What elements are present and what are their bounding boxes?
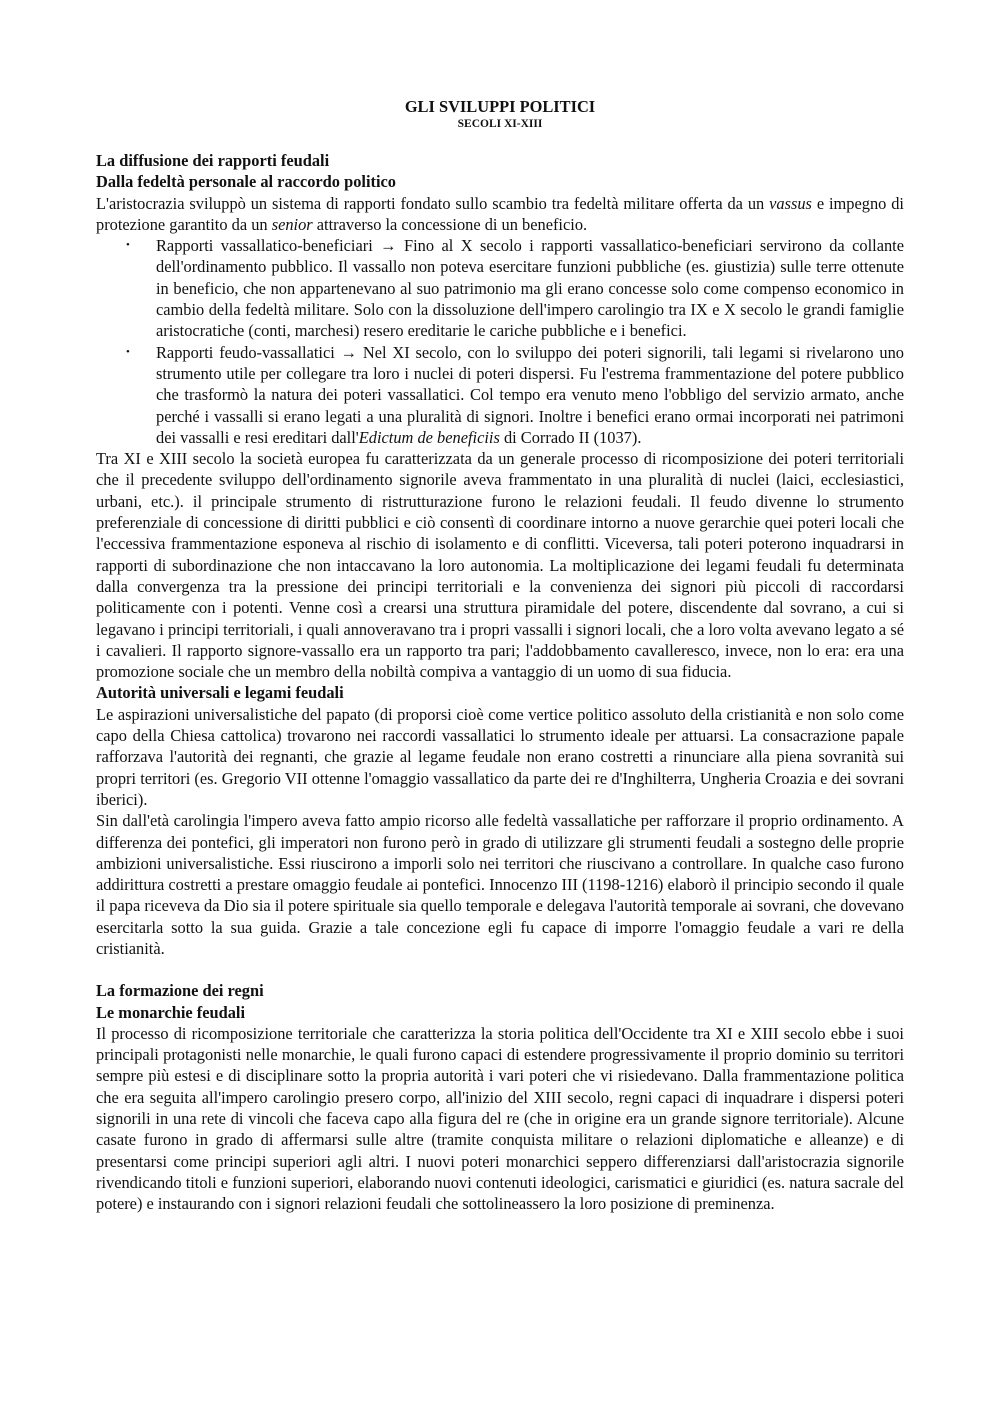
bullet-dot-icon: • xyxy=(126,239,130,252)
paragraph-monarchies: Il processo di ricomposizione territoriale che caratterizza la storia politica dell'Occidente tra XI e XIII secolo ebbe i suoi principali protagonisti nelle monarchie, le quali furono capaci di estendere progressivamente il proprio dominio su territori sempre più estesi e di disciplinare sotto la propria autorità i vari poteri che vi risiedevano. Dalla frammentazione politica che era seguita all'impero carolingio presero corpo, all'inizio del XIII secolo, regni capaci di inquadrare i dispersi poteri signorili in una rete di vincoli che faceva capo alla figura del re (che in origine era un grande signore territoriale). Alcune casate furono in grado di affermarsi sulle altre (tramite conquista militare o relazioni diplomatiche e alleanze) e di presentarsi come principi superiori agli altri. I nuovi poteri monarchici seppero differenziarsi dall'aristocrazia signorile rivendicando titoli e funzioni superiori, elaborando nuovi contenuti ideologici, carismatici e giuridici (es. natura sacrale del potere) e instaurando con i signori relazioni feudali che sottolineassero la loro posizione di preminenza. xyxy=(96,1023,904,1214)
paragraph-papacy: Le aspirazioni universalistiche del papato (di proporsi cioè come vertice politico assoluto della cristianità e non solo come capo della Chiesa cattolica) trovarono nei raccordi vassallatici lo strumento ideale per attuarsi. La consacrazione papale rafforzava l'autorità dei regnanti, che grazie al legame feudale non erano costretti a rinunciare alla piena sovranità sui propri territori (es. Gregorio VII ottenne l'omaggio vassallatico da parte dei re d'Inghilterra, Ungheria Croazia e dei sovrani iberici). xyxy=(96,704,904,809)
bullet-text-a: Rapporti feudo-vassallatici → Nel XI secolo, con lo sviluppo dei poteri signorili, tali legami si rivelarono uno strumento utile per collegare tra loro i nuclei di poteri dispersi. Fu l'estrema frammentazione del potere pubblico che trasformò la natura dei poteri vassallatici. Col tempo era venuto meno l'obbligo del servizio armato, anche perché i vassalli si erano legati a una pluralità di signori. Inoltre i benefici erano ormai incorporati nei patrimoni dei vassalli e resi ereditari dall' xyxy=(156,342,904,447)
subheading-universal-authorities: Autorità universali e legami feudali xyxy=(96,683,344,703)
subheading-personal-loyalty: Dalla fedeltà personale al raccordo politico xyxy=(96,172,396,192)
subheading-feudal-monarchies: Le monarchie feudali xyxy=(96,1002,246,1022)
bullet-text-b: di Corrado II (1037). xyxy=(499,427,642,447)
term-senior: senior xyxy=(271,214,313,234)
intro-text-a: L'aristocrazia sviluppò un sistema di rapporti fondato sullo scambio tra fedeltà militare offerta da un xyxy=(96,193,770,213)
section-heading-kingdoms: La formazione dei regni xyxy=(96,981,264,1001)
paragraph-empire: Sin dall'età carolingia l'impero aveva fatto ampio ricorso alle fedeltà vassallatiche per rafforzare il proprio ordinamento. A differenza dei pontefici, gli imperatori non furono però in grado di utilizzare gli strumenti feudali a sostegno delle proprie ambizioni universalistiche. Essi riuscirono a imporli solo nei territori che riuscivano a controllare. In qualche caso furono addirittura costretti a prestare omaggio feudale ai pontefici. Innocenzo III (1198-1216) elaborò il principio secondo il quale il papa riceveva da Dio sia il potere spirituale sia quello temporale e delegava l'autorità temporale ai sovrani, che dovevano esercitarla sotto la sua guida. Grazie a tale concezione egli fu capace di imporre l'omaggio feudale a vari re della cristianità. xyxy=(96,811,904,958)
paragraph-recomposition: Tra XI e XIII secolo la società europea fu caratterizzata da un generale processo di ricomposizione dei poteri territoriali che il precedente sviluppo dell'ordinamento signorile aveva frammentato in una pluralità di nuclei (laici, ecclesiastici, urbani, etc.). il principale strumento di ristrutturazione furono le relazioni feudali. Il feudo divenne lo strumento preferenziale di concessione di diritti pubblici e ciò consentì di coordinare intorno a nuove gerarchie quei poteri locali che l'eccessiva frammentazione esponeva al rischio di isolamento e di conflitti. Viceversa, tali poteri poterono inquadrarsi in rapporti di subordinazione che non intaccavano la loro autonomia. La moltiplicazione dei legami feudali fu determinata dalla convergenza tra la pressione dei principi territoriali e la convenienza dei signori più piccoli di raccordarsi politicamente con i potenti. Venne così a crearsi una struttura piramidale del potere, discendente dal sovrano, a cui si legavano i principi territoriali, i quali annoveravano tra i propri vassalli i signori locali, che a loro volta avevano legato a sé i cavalieri. Il rapporto signore-vassallo era un rapporto tra pari; l'addobbamento cavalleresco, invece, non lo era: era una promozione sociale che un membro della nobiltà compiva a vantaggio di un uomo di sua fiducia. xyxy=(96,449,904,682)
section-heading-feudal-relations: La diffusione dei rapporti feudali xyxy=(96,151,330,170)
bullet-text: Rapporti vassallatico-beneficiari → Fino al X secolo i rapporti vassallatico-beneficiari servirono da collante dell'ordinamento pubblico. Il vassallo non poteva esercitare funzioni pubbliche (es. giustizia) sulle terre ottenute in beneficio, che non appartenevano al suo patrimonio ma gli erano concesse solo come compenso economico in cambio della fedeltà militare. Solo con la dissoluzione dell'impero carolingio tra IX e X secolo le grandi famiglie aristocratiche (conti, marchesi) resero ereditarie le cariche pubbliche e i benefici. xyxy=(156,236,904,341)
bullet-vassallatico-beneficiari xyxy=(96,235,904,341)
document-subtitle: SECOLI XI-XIII xyxy=(457,118,543,130)
intro-paragraph xyxy=(96,193,904,236)
intro-text-c: attraverso la concessione di un beneficio. xyxy=(312,214,588,234)
term-edictum: Edictum de beneficiis xyxy=(358,427,500,447)
section-spacer xyxy=(96,959,904,980)
document-page xyxy=(96,96,904,1215)
bullet-dot-icon: • xyxy=(126,345,130,358)
relations-bullet-list xyxy=(96,235,904,448)
term-vassus: vassus xyxy=(769,193,812,213)
bullet-feudo-vassallatici xyxy=(96,342,904,448)
document-title: GLI SVILUPPI POLITICI xyxy=(404,97,596,116)
intro-text-b: e impegno di protezione garantito da un xyxy=(96,193,904,234)
